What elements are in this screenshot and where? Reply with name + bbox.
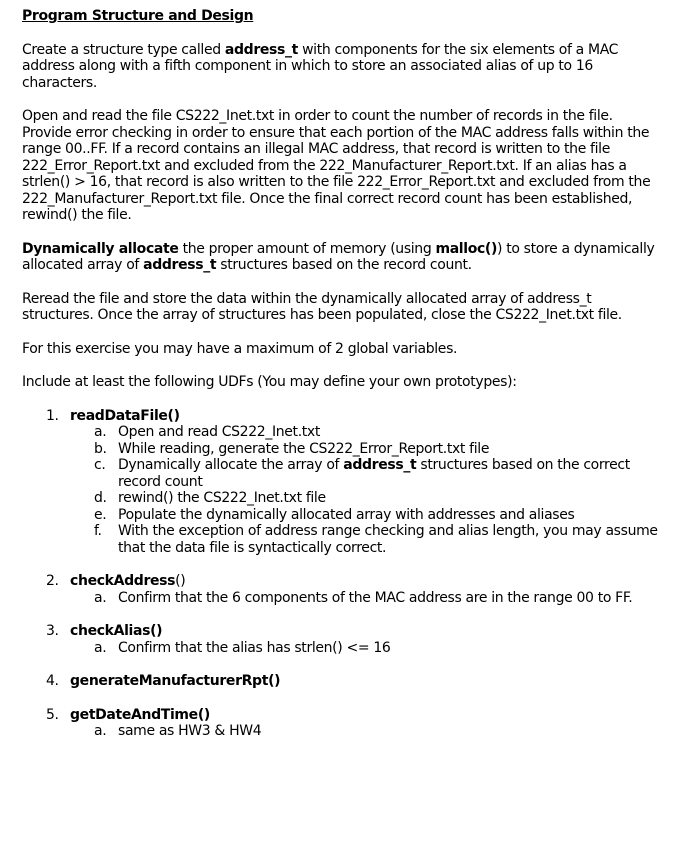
paragraph-file-reading: Open and read the file CS222_Inet.txt in order to count the number of records in the file. Provide error checking in order to ensure that each portion of the MAC address falls within the range 00..FF. If a record contains an illegal MAC address, that record is written to the file 222_Error_Report.txt and excluded from the 222_Manufacturer_Report.txt. If an alias has a strlen() > 16, that record is also written to the file 222_Error_Report.txt and excluded from the 222_Manufacturer_Report.txt file. Once the final correct record count has been established, rewind() the file. bbox=[22, 108, 651, 223]
udf-item bbox=[22, 623, 662, 656]
udf-name-suffix: () bbox=[175, 573, 186, 589]
udf-number: 2. bbox=[46, 573, 59, 589]
udf-name: checkAddress bbox=[70, 573, 176, 589]
subitem-letter: a. bbox=[94, 639, 107, 656]
udf-item bbox=[22, 673, 662, 690]
subitem-letter: a. bbox=[94, 424, 107, 440]
paragraph-text: Create a structure type called bbox=[22, 41, 225, 58]
subitem-letter: b. bbox=[94, 440, 107, 457]
udf-heading bbox=[70, 408, 662, 425]
paragraph-text: with components for the six elements of a MAC address along with a fifth component in which to store an associated alias of up to 16 characters. bbox=[22, 41, 619, 91]
udf-name: getDateAndTime() bbox=[70, 706, 210, 723]
udf-list bbox=[22, 408, 662, 740]
udf-name: checkAlias() bbox=[70, 623, 163, 639]
udf-sublist bbox=[70, 640, 662, 657]
subitem-letter: d. bbox=[94, 490, 107, 506]
udf-subitem bbox=[70, 723, 662, 740]
subitem-letter: a. bbox=[94, 589, 107, 606]
paragraph-globals: For this exercise you may have a maximum of 2 global variables. bbox=[22, 340, 458, 357]
udf-heading bbox=[70, 673, 662, 690]
udf-sublist bbox=[70, 424, 662, 556]
type-name: address_t bbox=[143, 257, 217, 273]
udf-item bbox=[22, 707, 662, 740]
udf-subitem bbox=[70, 523, 662, 556]
subitem-text: rewind() the CS222_Inet.txt file bbox=[118, 490, 326, 506]
udf-name: readDataFile() bbox=[70, 407, 180, 424]
subitem-text: Populate the dynamically allocated array with addresses and aliases bbox=[118, 506, 575, 523]
paragraph-reread: Reread the file and store the data within the dynamically allocated array of address_t structures. Once the array of structures has been populated, close the CS222_Inet.txt file. bbox=[22, 290, 622, 323]
paragraph-text: structures based on the record count. bbox=[216, 257, 472, 273]
paragraph-structure bbox=[22, 42, 662, 92]
paragraph-text: the proper amount of memory (using bbox=[178, 240, 436, 257]
udf-subitem bbox=[70, 507, 662, 524]
udf-subitem bbox=[70, 490, 662, 507]
udf-heading bbox=[70, 707, 662, 724]
section-title: Program Structure and Design bbox=[22, 8, 254, 24]
udf-sublist bbox=[70, 590, 662, 607]
udf-subitem bbox=[70, 424, 662, 441]
subitem-text: While reading, generate the CS222_Error_Report.txt file bbox=[118, 440, 490, 457]
document-page bbox=[22, 8, 662, 757]
udf-number: 4. bbox=[46, 673, 59, 689]
udf-number: 1. bbox=[46, 407, 59, 424]
type-name: address_t bbox=[343, 457, 417, 473]
subitem-text: Confirm that the 6 components of the MAC address are in the range 00 to FF. bbox=[118, 589, 633, 606]
subitem-letter: a. bbox=[94, 723, 107, 739]
subitem-letter: e. bbox=[94, 506, 107, 523]
type-name: address_t bbox=[224, 41, 298, 58]
function-name: malloc() bbox=[435, 240, 498, 257]
subitem-text: Open and read CS222_Inet.txt bbox=[118, 424, 321, 440]
udf-number: 5. bbox=[46, 706, 59, 723]
udf-subitem bbox=[70, 590, 662, 607]
subitem-text: Confirm that the alias has strlen() <= 16 bbox=[118, 639, 391, 656]
paragraph-allocation bbox=[22, 241, 662, 274]
udf-heading bbox=[70, 623, 662, 640]
subitem-letter: c. bbox=[94, 457, 106, 473]
udf-item bbox=[22, 408, 662, 557]
paragraph-text: ) to store a dynamically allocated array of bbox=[22, 240, 655, 273]
udf-subitem bbox=[70, 441, 662, 458]
udf-heading bbox=[70, 573, 662, 590]
udf-number: 3. bbox=[46, 623, 59, 639]
udf-sublist bbox=[70, 723, 662, 740]
udf-item bbox=[22, 573, 662, 606]
subitem-text: Dynamically allocate the array of bbox=[118, 457, 344, 473]
udf-subitem bbox=[70, 640, 662, 657]
subitem-text: structures based on the correct record count bbox=[118, 457, 630, 490]
udf-name: generateManufacturerRpt() bbox=[70, 673, 281, 689]
subitem-text: With the exception of address range checking and alias length, you may assume that the data file is syntactically correct. bbox=[118, 523, 658, 556]
paragraph-udfs-intro: Include at least the following UDFs (You may define your own prototypes): bbox=[22, 374, 517, 390]
emphasis-text: Dynamically allocate bbox=[22, 240, 179, 257]
subitem-letter: f. bbox=[94, 523, 102, 539]
udf-subitem bbox=[70, 457, 662, 490]
subitem-text: same as HW3 & HW4 bbox=[118, 723, 262, 739]
